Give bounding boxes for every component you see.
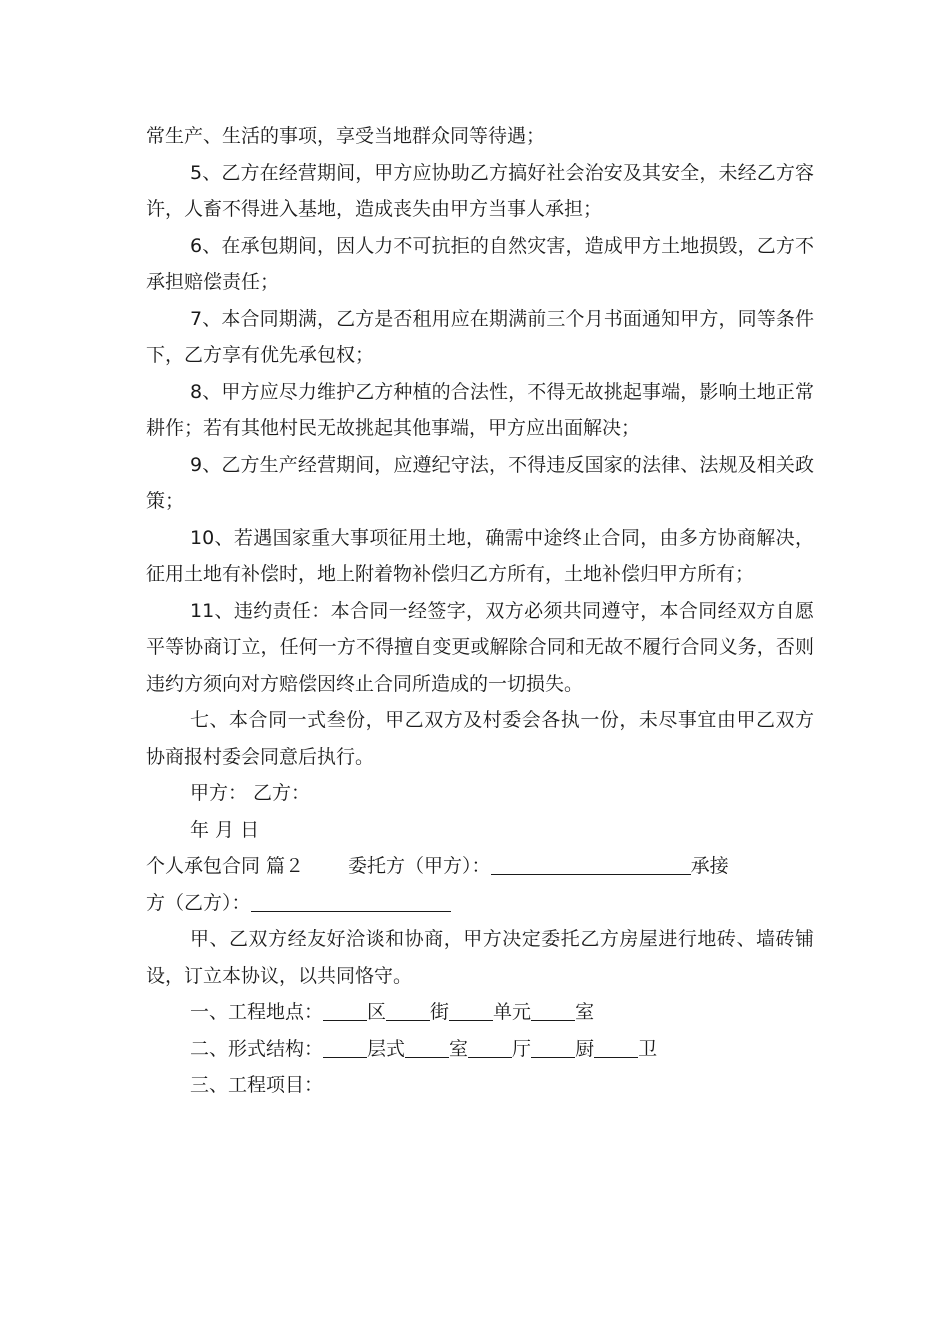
blank	[323, 1035, 367, 1058]
client-blank	[491, 852, 691, 875]
blank	[531, 998, 575, 1021]
unit-label: 厨	[575, 1037, 595, 1060]
clause-8: 8、甲方应尽力维护乙方种植的合法性，不得无故挑起事端，影响土地正常耕作；若有其他村民无故挑起其他事端，甲方应出面解决；	[146, 380, 814, 439]
structure-form	[146, 1031, 814, 1068]
blank	[468, 1035, 512, 1058]
clause-7: 7、本合同期满，乙方是否租用应在期满前三个月书面通知甲方，同等条件下，乙方享有优先承包权；	[146, 307, 814, 366]
unit-label: 室	[575, 1001, 595, 1023]
signature-parties: 甲方： 乙方：	[190, 782, 311, 804]
contractor-label-1: 承接	[690, 855, 729, 877]
contractor-blank	[251, 889, 451, 912]
signature-date: 年 月 日	[190, 818, 260, 841]
unit-label: 区	[367, 1001, 387, 1023]
contractor-label-2: 方（乙方）：	[146, 891, 251, 914]
location-label: 一、工程地点：	[190, 1001, 324, 1023]
project-location	[146, 994, 814, 1031]
unit-label: 单元	[493, 1001, 532, 1023]
clause-10: 10、若遇国家重大事项征用土地，确需中途终止合同，由多方协商解决，征用土地有补偿时，地上附着物补偿归乙方所有，土地补偿归甲方所有；	[146, 526, 814, 585]
blank	[405, 1035, 449, 1058]
clause-9: 9、乙方生产经营期间，应遵纪守法，不得违反国家的法律、法规及相关政策；	[146, 453, 814, 512]
contractor-line	[146, 885, 814, 922]
contract2-heading: 个人承包合同 篇２	[146, 855, 305, 877]
section-7: 七、本合同一式叁份，甲乙双方及村委会各执一份，未尽事宜由甲乙双方协商报村委会同意后执行。	[146, 709, 814, 768]
document-body	[146, 118, 814, 1104]
clause-11: 11、违约责任：本合同一经签字，双方必须共同遵守，本合同经双方自愿平等协商订立，任何一方不得擅自变更或解除合同和无故不履行合同义务，否则违约方须向对方赔偿因终止合同所造成的一切损失。	[146, 599, 814, 695]
structure-label: 二、形式结构：	[190, 1037, 324, 1060]
unit-label: 厅	[512, 1037, 532, 1060]
contract2-intro: 甲、乙双方经友好洽谈和协商，甲方决定委托乙方房屋进行地砖、墙砖铺设，订立本协议，以共同恪守。	[146, 928, 814, 987]
blank	[323, 998, 367, 1021]
blank	[449, 998, 493, 1021]
unit-label: 街	[430, 1001, 450, 1023]
clause-6: 6、在承包期间，因人力不可抗拒的自然灾害，造成甲方土地损毁，乙方不承担赔偿责任；	[146, 234, 814, 293]
unit-label: 卫	[638, 1037, 658, 1060]
contract2-header	[146, 848, 814, 885]
unit-label: 层式	[367, 1037, 406, 1060]
unit-label: 室	[449, 1037, 469, 1060]
blank	[386, 998, 430, 1021]
blank	[594, 1035, 638, 1058]
project-items: 三、工程项目：	[190, 1074, 324, 1096]
paragraph-continuation: 常生产、生活的事项，享受当地群众同等待遇；	[146, 125, 546, 147]
blank	[531, 1035, 575, 1058]
client-label: 委托方（甲方）：	[348, 855, 491, 877]
clause-5: 5、乙方在经营期间，甲方应协助乙方搞好社会治安及其安全，未经乙方容许，人畜不得进入基地，造成丧失由甲方当事人承担；	[146, 161, 814, 220]
